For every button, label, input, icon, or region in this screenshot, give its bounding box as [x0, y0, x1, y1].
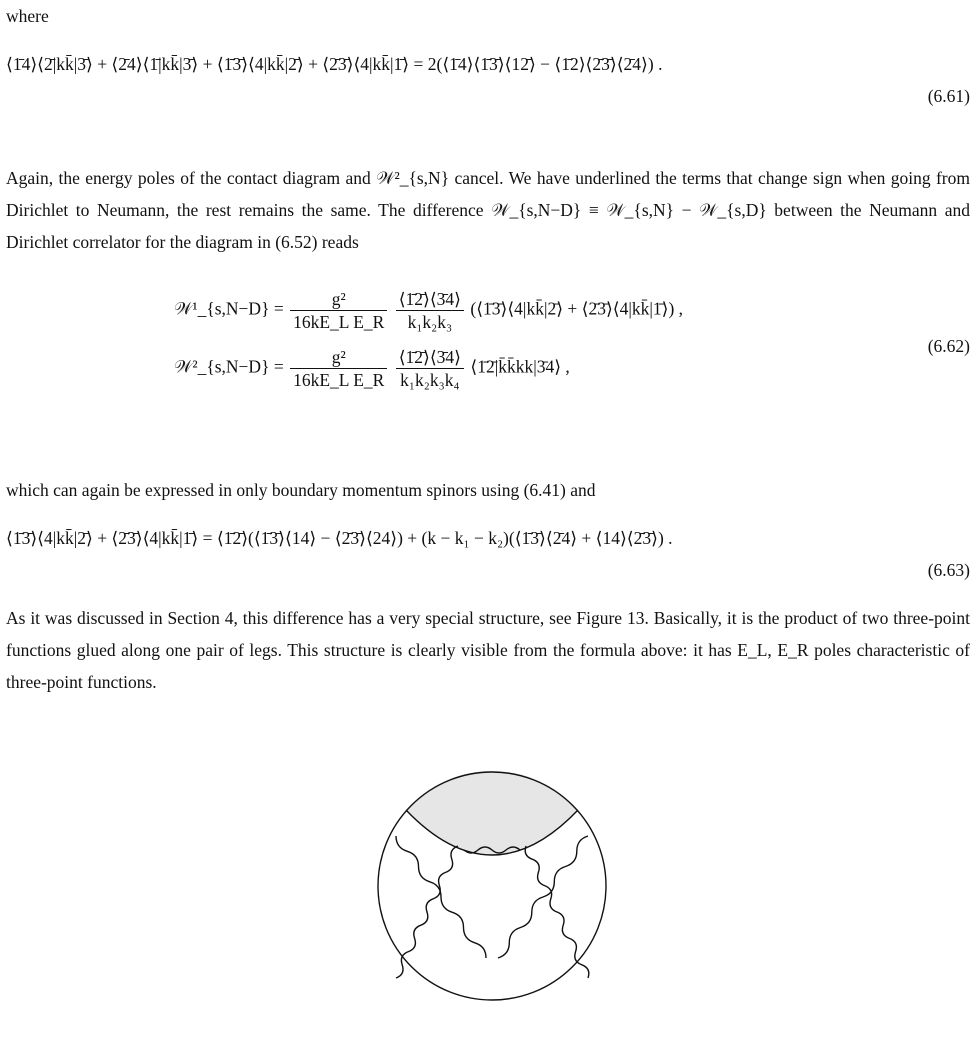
propagator-left-inner — [396, 846, 458, 978]
eq62-l1-frac-2 — [396, 288, 464, 333]
equation-6-61-body: ⟨1̄4⟩⟨2̄|kk̄|3̄⟩ + ⟨2̄4⟩⟨1̄|kk̄|3̄⟩ + ⟨1̄3̄⟩⟨4|kk̄|2̄⟩ + ⟨2̄3̄⟩⟨4|kk̄|1̄⟩ = 2(⟨1̄4⟩⟨1̄3̄⟩⟨12̄⟩ − ⟨1̄2⟩⟨2̄3̄⟩⟨2̄4⟩) . — [6, 54, 663, 74]
propagator-right-inner — [525, 846, 589, 978]
eq62-l2-frac-2-num: ⟨1̄2̄⟩⟨3̄4⟩ — [396, 346, 464, 369]
figure-13-diagram — [366, 718, 618, 1064]
shaded-boundary-region — [406, 771, 578, 855]
equation-6-63-body: ⟨1̄3̄⟩⟨4|kk̄|2̄⟩ + ⟨2̄3̄⟩⟨4|kk̄|1̄⟩ = ⟨1̄2̄⟩(⟨1̄3̄⟩⟨14⟩ − ⟨2̄3̄⟩⟨24⟩) + (k − k₁ − k₂)(⟨1̄3̄⟩⟨2̄4⟩ + ⟨14⟩⟨2̄3̄⟩) . — [6, 528, 673, 548]
eq62-l1-frac-1 — [290, 288, 387, 333]
equation-6-61 — [6, 48, 970, 112]
eq62-l1-frac-1-den: 16kE_L E_R — [293, 312, 385, 332]
equation-6-63-number: (6.63) — [927, 560, 970, 580]
eq62-l2-lhs: 𝒲²_{s,N−D} = — [174, 356, 284, 377]
witten-diagram-svg — [366, 718, 618, 1054]
propagator-right-outer — [498, 836, 588, 958]
eq62-l2-frac-2 — [396, 346, 464, 391]
equation-6-62 — [6, 288, 970, 404]
eq62-l2-frac-1-num: g² — [290, 346, 387, 369]
equation-6-62-line-2 — [174, 346, 570, 391]
paragraph-structure: As it was discussed in Section 4, this difference has a very special structure, see Figure 13. Basically, it is the product of two three-point functions glued along one pair of legs. This structure is clearly visible from the formula above: it has E_L, E_R poles characteristic of three-point functions. — [6, 608, 970, 692]
propagator-left-outer — [396, 836, 486, 958]
eq62-l2-frac-1 — [290, 346, 387, 391]
equation-6-62-number: (6.62) — [927, 336, 970, 356]
eq62-l1-rest: (⟨1̄3̄⟩⟨4|kk̄|2̄⟩ + ⟨2̄3̄⟩⟨4|kk̄|1̄⟩) , — [470, 298, 684, 319]
eq62-l2-frac-2-den: k₁k₂k₃k₄ — [400, 370, 460, 390]
eq62-l1-frac-1-num: g² — [290, 288, 387, 311]
eq62-l2-rest: ⟨1̄2̄|k̄k̄kk|3̄4⟩ , — [470, 356, 570, 377]
eq62-l1-frac-2-num: ⟨1̄2̄⟩⟨3̄4⟩ — [396, 288, 464, 311]
equation-6-62-line-1 — [174, 288, 683, 333]
paragraph-difference: Again, the energy poles of the contact diagram and 𝒲²_{s,N} cancel. We have underlined the terms that change sign when going from Dirichlet to Neumann, the rest remains the same. The difference 𝒲_{s,N−D} ≡ 𝒲_{s,N} − 𝒲_{s,D} between the Neumann and Dirichlet correlator for the diagram in (6.52) reads — [6, 168, 970, 252]
equation-6-63 — [6, 522, 970, 586]
eq62-l2-frac-1-den: 16kE_L E_R — [293, 370, 385, 390]
eq62-l1-lhs: 𝒲¹_{s,N−D} = — [174, 298, 284, 319]
where-text: where — [6, 6, 49, 26]
paragraph-boundary-spinors: which can again be expressed in only boundary momentum spinors using (6.41) and — [6, 480, 596, 500]
eq62-l1-frac-2-den: k₁k₂k₃ — [407, 312, 453, 332]
equation-6-61-number: (6.61) — [927, 86, 970, 106]
